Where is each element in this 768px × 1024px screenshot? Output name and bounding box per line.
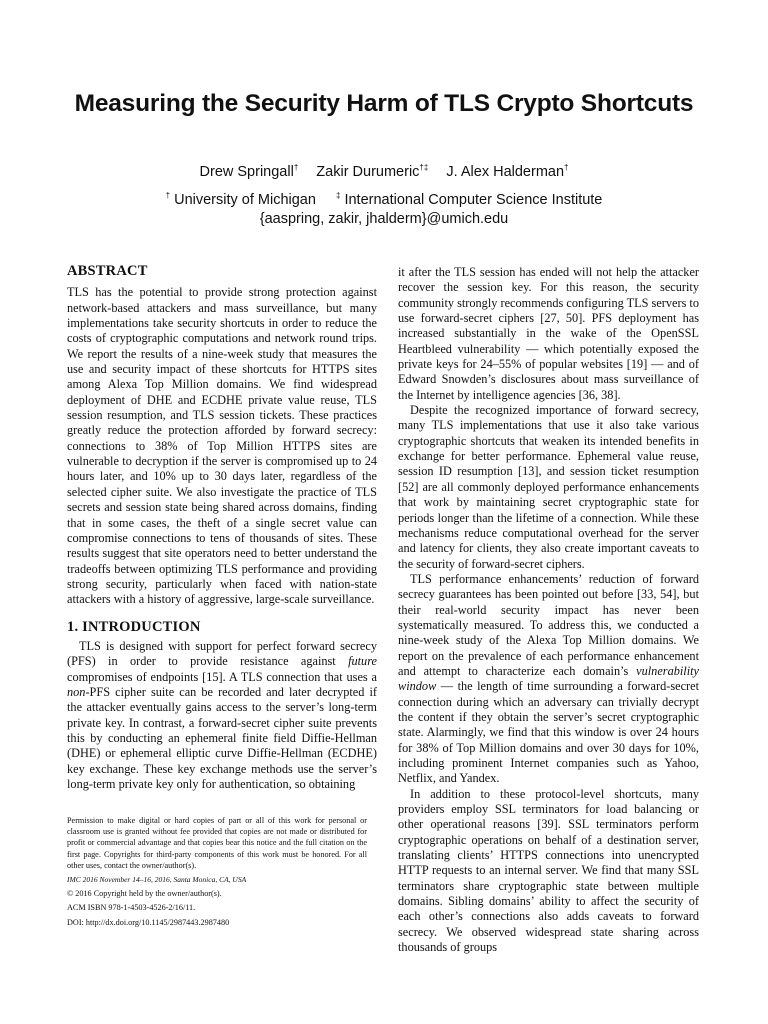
- right-paragraph-4: In addition to these protocol-level shortcuts, many providers employ SSL terminators for load balancing or other operational reasons [39]. SSL terminators perform cryptographic operations on behalf of a destination server, translating clients’ HTTPS connections into unencrypted HTTP requests to an internal server. We find that many SSL terminators share cryptographic state between multiple domains. Sibling domains’ ability to affect the security of each other’s connections also adds caveats to forward secrecy. We observed widespread state sharing across thousands of groups: [398, 786, 699, 955]
- affiliation-2: ‡ International Computer Science Institute: [335, 191, 603, 208]
- copyright-notice: © 2016 Copyright held by the owner/author(s).: [67, 889, 222, 899]
- author-1: Drew Springall†: [199, 163, 299, 180]
- introduction-paragraph: TLS is designed with support for perfect forward secrecy (PFS) in order to provide resistance against future compromises of endpoints [15]. A TLS connection that uses a non-PFS cipher suite can be recorded and later decrypted if the attacker eventually gains access to the server’s long-term private key. In contrast, a forward-secret cipher suite prevents this by conducting an ephemeral finite field Diffie-Hellman (DHE) or ephemeral elliptic curve Diffie-Hellman (ECDHE) key exchange. These key exchange methods use the server’s long-term private key only for authentication, so obtaining: [67, 638, 377, 791]
- author-emails: {aaspring, zakir, jhalderm}@umich.edu: [259, 211, 509, 227]
- affiliation-1: † University of Michigan: [165, 191, 316, 208]
- doi: DOI: http://dx.doi.org/10.1145/2987443.2987480: [67, 917, 230, 927]
- introduction-heading: 1. INTRODUCTION: [67, 618, 201, 635]
- permission-notice: Permission to make digital or hard copies of part or all of this work for personal or classroom use is granted without fee provided that copies are not made or distributed for profit or commercial advantage and that copies bear this notice and the full citation on the first page. Copyrights for third-party components of this work must be honored. For all other uses, contact the owner/author(s).: [67, 816, 367, 870]
- right-column: [398, 265, 699, 955]
- abstract-text: TLS has the potential to provide strong protection against network-based attackers and mass surveillance, but many implementations take security shortcuts in order to reduce the costs of cryptographic computations and network round trips. We report the results of a nine-week study that measures the use and security impact of these shortcuts for HTTPS sites among Alexa Top Million domains. We find widespread deployment of DHE and ECDHE private value reuse, TLS session resumption, and TLS session tickets. These practices greatly reduce the protection afforded by forward secrecy: connections to 38% of Top Million HTTPS sites are vulnerable to decryption if the server is compromised up to 24 hours later, and 10% up to 30 days later, regardless of the selected cipher suite. We also investigate the practice of TLS secrets and session state being shared across domains, finding that in some cases, the theft of a single secret value can compromise connections to tens of thousands of sites. These results suggest that site operators need to better understand the tradeoffs between optimizing TLS performance and providing strong security, particularly when faced with nation-state attackers with a history of aggressive, large-scale surveillance.: [67, 285, 377, 607]
- copyright-footnote: [67, 815, 367, 928]
- conference-info: IMC 2016 November 14–16, 2016, Santa Monica, CA, USA: [67, 875, 247, 885]
- author-list: [0, 164, 768, 180]
- abstract-heading: ABSTRACT: [67, 263, 148, 279]
- left-column: [67, 264, 377, 792]
- isbn: ACM ISBN 978-1-4503-4526-2/16/11.: [67, 903, 196, 913]
- right-paragraph-2: Despite the recognized importance of forward secrecy, many TLS implementations that use it also take various cryptographic shortcuts that weaken its intended benefits in exchange for better performance. Ephemeral value reuse, session ID resumption [13], and session ticket resumption [52] are all commonly deployed performance enhancements that work by maintaining secret cryptographic state for periods longer than the lifetime of a connection. While these mechanisms reduce computational overhead for the server and latency for clients, they also create important caveats to the security of forward-secret ciphers.: [398, 403, 699, 571]
- affiliation-list: [0, 192, 768, 208]
- doi-link[interactable]: http://dx.doi.org/10.1145/2987443.2987480: [85, 917, 230, 927]
- author-3: J. Alex Halderman†: [446, 163, 569, 180]
- author-2: Zakir Durumeric†‡: [316, 163, 429, 180]
- paper-title: Measuring the Security Harm of TLS Crypto Shortcuts: [74, 90, 694, 117]
- right-paragraph-3: TLS performance enhancements’ reduction of forward secrecy guarantees has been pointed out before [33, 54], but their real-world security impact has never been systematically measured. To address this, we conducted a nine-week study of the Alexa Top Million domains. We report on the prevalence of each performance enhancement and attempt to characterize each domain’s vulnerability window — the length of time surrounding a forward-secret connection during which an adversary can trivially decrypt the content if they obtain the server’s secret cryptographic state. Alarmingly, we find that this window is over 24 hours for 38% of Top Million domains and over 30 days for 10%, including prominent Internet companies such as Yahoo, Netflix, and Yandex.: [398, 571, 699, 786]
- right-paragraph-1: it after the TLS session has ended will not help the attacker recover the session key. For this reason, the security community strongly recommends configuring TLS servers to use forward-secret ciphers [27, 50]. PFS deployment has increased substantially in the wake of the OpenSSL Heartbleed vulnerability — which potentially exposed the private keys for 24–55% of popular websites [19] — and of Edward Snowden’s disclosures about mass surveillance of the Internet by intelligence agencies [36, 38].: [398, 265, 699, 402]
